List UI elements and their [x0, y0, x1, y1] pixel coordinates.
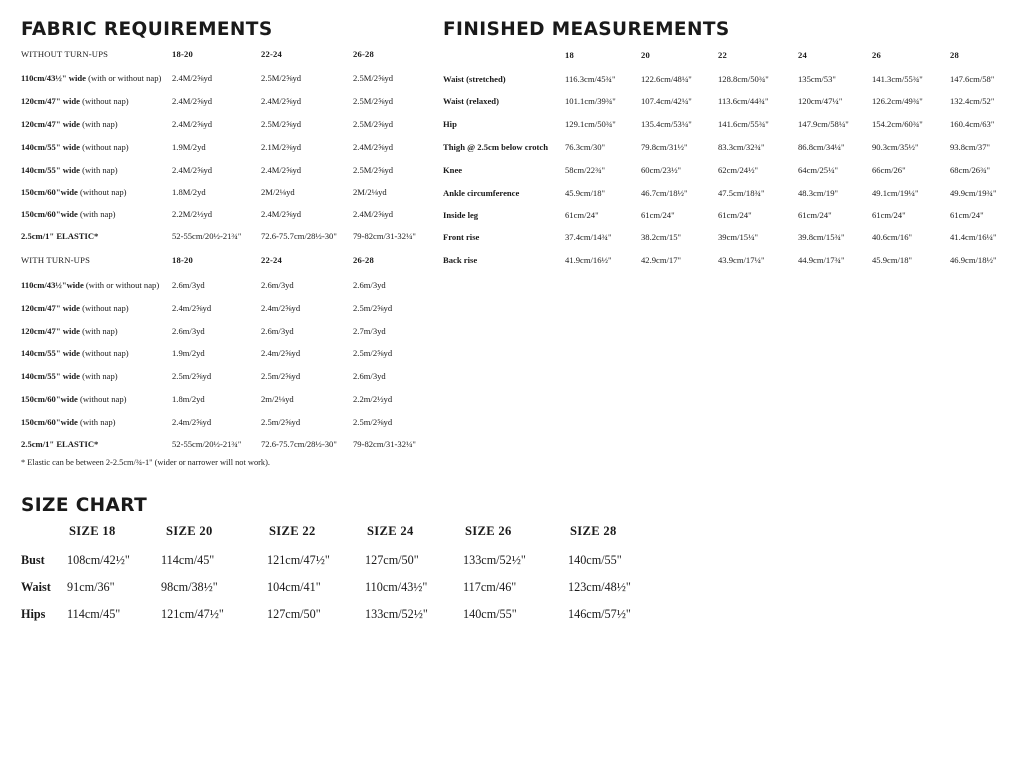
measurement-value-cell: 79.8cm/31½": [641, 142, 688, 152]
size-value-cell: 140cm/55": [463, 607, 517, 621]
measurement-value-cell: 49.9cm/19¾": [950, 188, 997, 198]
column-header-size-26-28: 26-28: [353, 49, 375, 59]
fabric-width-label: [21, 118, 118, 130]
measurement-value-cell: 76.3cm/30": [565, 142, 606, 152]
fabric-amount-cell: 2.4M/2⅝yd: [261, 165, 302, 175]
fabric-width-label: [21, 186, 127, 198]
fabric-width-label: [21, 325, 118, 337]
measurement-value-cell: 83.3cm/32¾": [718, 142, 765, 152]
fabric-width-value: 140cm/55" wide: [21, 371, 80, 381]
measurement-value-cell: 42.9cm/17": [641, 255, 682, 265]
fabric-amount-cell: 79-82cm/31-32¼": [353, 439, 416, 449]
fabric-width-value: 110cm/43½"wide: [21, 280, 84, 290]
fabric-amount-cell: 1.8M/2yd: [172, 187, 206, 197]
measurement-value-cell: 62cm/24½": [718, 165, 759, 175]
measurement-value-cell: 39.8cm/15¾": [798, 232, 845, 242]
size-value-cell: 114cm/45": [161, 553, 215, 567]
fabric-amount-cell: 1.9m/2yd: [172, 348, 205, 358]
fabric-width-label: [21, 393, 127, 405]
fabric-nap-note: (with or without nap): [83, 280, 160, 290]
measurement-value-cell: 141.6cm/55¾": [718, 119, 769, 129]
measurement-value-cell: 37.4cm/14¾": [565, 232, 612, 242]
fabric-amount-cell: 2.2m/2½yd: [353, 394, 393, 404]
size-column-header: SIZE 18: [69, 524, 116, 538]
fabric-amount-cell: 2.5M/2⅝yd: [261, 119, 302, 129]
fabric-width-label: [21, 72, 161, 84]
size-value-cell: 127cm/50": [267, 607, 321, 621]
fabric-nap-note: (without nap): [79, 348, 129, 358]
column-header-size-22-24: 22-24: [261, 255, 283, 265]
fabric-amount-cell: 2.5M/2⅝yd: [353, 73, 394, 83]
measurement-value-cell: 90.3cm/35½": [872, 142, 919, 152]
fabric-width-label: [21, 208, 116, 220]
fabric-amount-cell: 2.2M/2½yd: [172, 209, 213, 219]
size-column-header: SIZE 28: [570, 524, 617, 538]
fabric-width-value: 110cm/43½" wide: [21, 73, 86, 83]
measurement-value-cell: 141.3cm/55¾": [872, 74, 923, 84]
column-header-size: 18: [565, 50, 574, 60]
fabric-amount-cell: 2.1M/2⅜yd: [261, 142, 302, 152]
measurement-value-cell: 66cm/26": [872, 165, 906, 175]
measurement-value-cell: 147.9cm/58¼": [798, 119, 849, 129]
size-value-cell: 121cm/47½": [267, 553, 330, 567]
measurement-value-cell: 61cm/24": [950, 210, 984, 220]
measurement-value-cell: 129.1cm/50¾": [565, 119, 616, 129]
fabric-amount-cell: 2.7m/3yd: [353, 326, 386, 336]
measurement-value-cell: 122.6cm/48¼": [641, 74, 692, 84]
column-header-size-18-20: 18-20: [172, 255, 194, 265]
fabric-amount-cell: 2.5M/2⅝yd: [353, 119, 394, 129]
size-value-cell: 110cm/43½": [365, 580, 428, 594]
column-header-size: 22: [718, 50, 727, 60]
fabric-amount-cell: 2.5m/2⅝yd: [261, 371, 301, 381]
column-header-size-18-20: 18-20: [172, 49, 194, 59]
size-value-cell: 133cm/52½": [365, 607, 428, 621]
size-column-header: SIZE 20: [166, 524, 213, 538]
measurement-value-cell: 132.4cm/52": [950, 96, 995, 106]
fabric-amount-cell: 1.9M/2yd: [172, 142, 206, 152]
measurement-value-cell: 120cm/47¼": [798, 96, 843, 106]
size-chart-title: SIZE CHART: [21, 495, 148, 516]
measurement-label: Thigh @ 2.5cm below crotch: [443, 142, 548, 152]
measurement-value-cell: 49.1cm/19¼": [872, 188, 919, 198]
fabric-amount-cell: 79-82cm/31-32¼": [353, 231, 416, 241]
measurement-value-cell: 45.9cm/18": [872, 255, 913, 265]
fabric-amount-cell: 2M/2⅛yd: [353, 187, 387, 197]
fabric-width-label: [21, 416, 116, 428]
fabric-amount-cell: 72.6-75.7cm/28½-30": [261, 439, 337, 449]
column-header-size-22-24: 22-24: [261, 49, 283, 59]
fabric-width-label: [21, 164, 118, 176]
fabric-amount-cell: 2.4M/2⅝yd: [261, 209, 302, 219]
fabric-nap-note: (with nap): [79, 119, 118, 129]
fabric-nap-note: (with nap): [77, 209, 116, 219]
column-header-fabric: WITH TURN-UPS: [21, 255, 91, 265]
body-measure-label: Waist: [21, 580, 51, 594]
fabric-width-value: 120cm/47" wide: [21, 326, 80, 336]
fabric-width-value: 150cm/60"wide: [21, 394, 78, 404]
column-header-size-26-28: 26-28: [353, 255, 375, 265]
fabric-requirements-title: FABRIC REQUIREMENTS: [21, 19, 273, 40]
measurement-value-cell: 40.6cm/16": [872, 232, 913, 242]
fabric-amount-cell: 2.4M/2⅝yd: [261, 96, 302, 106]
measurement-value-cell: 43.9cm/17¼": [718, 255, 765, 265]
measurement-value-cell: 160.4cm/63": [950, 119, 995, 129]
measurement-value-cell: 126.2cm/49¾": [872, 96, 923, 106]
measurement-value-cell: 135.4cm/53¼": [641, 119, 692, 129]
fabric-amount-cell: 2.4M/2⅝yd: [353, 209, 394, 219]
fabric-width-label: [21, 347, 129, 359]
fabric-width-value: 150cm/60"wide: [21, 209, 78, 219]
fabric-width-label: [21, 302, 129, 314]
measurement-value-cell: 45.9cm/18": [565, 188, 606, 198]
measurement-value-cell: 154.2cm/60¾": [872, 119, 923, 129]
size-value-cell: 98cm/38½": [161, 580, 218, 594]
measurement-value-cell: 41.4cm/16¼": [950, 232, 997, 242]
fabric-width-value: 2.5cm/1" ELASTIC*: [21, 231, 99, 241]
fabric-amount-cell: 2.4M/2⅝yd: [172, 96, 213, 106]
fabric-amount-cell: 2.6m/3yd: [172, 326, 205, 336]
size-value-cell: 104cm/41": [267, 580, 321, 594]
fabric-amount-cell: 2.6m/3yd: [353, 280, 386, 290]
fabric-width-value: 150cm/60"wide: [21, 187, 78, 197]
fabric-amount-cell: 2.5m/2⅝yd: [353, 417, 393, 427]
measurement-value-cell: 38.2cm/15": [641, 232, 682, 242]
fabric-amount-cell: 2.4m/2⅝yd: [261, 348, 301, 358]
size-value-cell: 91cm/36": [67, 580, 115, 594]
measurement-value-cell: 61cm/24": [798, 210, 832, 220]
measurement-label: Knee: [443, 165, 463, 175]
measurement-label: Waist (stretched): [443, 74, 506, 84]
column-header-size: 26: [872, 50, 881, 60]
fabric-amount-cell: 1.8m/2yd: [172, 394, 205, 404]
fabric-amount-cell: 2.6m/3yd: [353, 371, 386, 381]
fabric-amount-cell: 2.6m/3yd: [261, 326, 294, 336]
fabric-amount-cell: 2.4m/2⅝yd: [261, 303, 301, 313]
fabric-amount-cell: 2.4m/2⅝yd: [172, 417, 212, 427]
measurement-value-cell: 41.9cm/16½": [565, 255, 612, 265]
elastic-footnote: * Elastic can be between 2-2.5cm/¾-1" (wider or narrower will not work).: [21, 458, 271, 467]
measurement-value-cell: 93.8cm/37": [950, 142, 991, 152]
measurement-label: Front rise: [443, 232, 480, 242]
measurement-label: Inside leg: [443, 210, 479, 220]
fabric-width-value: 120cm/47" wide: [21, 303, 80, 313]
fabric-amount-cell: 52-55cm/20½-21¾": [172, 231, 242, 241]
size-value-cell: 146cm/57½": [568, 607, 631, 621]
fabric-amount-cell: 2.5m/2⅝yd: [261, 417, 301, 427]
fabric-width-label: [21, 438, 98, 450]
column-header-size: 24: [798, 50, 807, 60]
column-header-fabric: WITHOUT TURN-UPS: [21, 49, 109, 59]
measurement-value-cell: 64cm/25¼": [798, 165, 839, 175]
fabric-amount-cell: 2.5m/2⅝yd: [353, 303, 393, 313]
fabric-width-value: 140cm/55" wide: [21, 348, 80, 358]
fabric-nap-note: (without nap): [79, 96, 129, 106]
fabric-width-label: [21, 230, 98, 242]
fabric-amount-cell: 2.4M/2⅝yd: [172, 119, 213, 129]
measurement-value-cell: 46.7cm/18½": [641, 188, 688, 198]
body-measure-label: Bust: [21, 553, 45, 567]
fabric-amount-cell: 52-55cm/20½-21¾": [172, 439, 242, 449]
fabric-amount-cell: 2.6m/3yd: [261, 280, 294, 290]
measurement-value-cell: 39cm/15¼": [718, 232, 759, 242]
measurement-value-cell: 86.8cm/34¼": [798, 142, 845, 152]
fabric-nap-note: (without nap): [77, 394, 127, 404]
measurement-value-cell: 61cm/24": [641, 210, 675, 220]
fabric-nap-note: (with or without nap): [85, 73, 162, 83]
measurement-value-cell: 48.3cm/19": [798, 188, 839, 198]
size-value-cell: 123cm/48½": [568, 580, 631, 594]
fabric-amount-cell: 2M/2⅛yd: [261, 187, 295, 197]
measurement-value-cell: 101.1cm/39¾": [565, 96, 616, 106]
fabric-amount-cell: 2.4M/2⅝yd: [172, 73, 213, 83]
fabric-amount-cell: 2.5M/2⅝yd: [261, 73, 302, 83]
fabric-width-label: [21, 95, 129, 107]
size-value-cell: 133cm/52½": [463, 553, 526, 567]
measurement-value-cell: 61cm/24": [718, 210, 752, 220]
fabric-amount-cell: 2.5m/2⅝yd: [172, 371, 212, 381]
fabric-nap-note: (without nap): [79, 142, 129, 152]
fabric-width-label: [21, 279, 159, 291]
measurement-value-cell: 61cm/24": [872, 210, 906, 220]
measurement-value-cell: 107.4cm/42¼": [641, 96, 692, 106]
fabric-amount-cell: 2m/2⅛yd: [261, 394, 294, 404]
column-header-size: 28: [950, 50, 959, 60]
body-measure-label: Hips: [21, 607, 46, 621]
measurement-value-cell: 47.5cm/18¾": [718, 188, 765, 198]
size-value-cell: 140cm/55": [568, 553, 622, 567]
measurement-value-cell: 44.9cm/17¾": [798, 255, 845, 265]
fabric-nap-note: (with nap): [77, 417, 116, 427]
measurement-value-cell: 68cm/26¾": [950, 165, 991, 175]
measurement-value-cell: 113.6cm/44¾": [718, 96, 769, 106]
fabric-width-value: 150cm/60"wide: [21, 417, 78, 427]
fabric-width-value: 2.5cm/1" ELASTIC*: [21, 439, 99, 449]
size-value-cell: 121cm/47½": [161, 607, 224, 621]
measurement-label: Back rise: [443, 255, 478, 265]
measurement-value-cell: 147.6cm/58": [950, 74, 995, 84]
fabric-nap-note: (with nap): [79, 326, 118, 336]
fabric-amount-cell: 72.6-75.7cm/28½-30": [261, 231, 337, 241]
measurement-label: Waist (relaxed): [443, 96, 499, 106]
measurement-value-cell: 135cm/53": [798, 74, 836, 84]
fabric-amount-cell: 2.4M/2⅝yd: [172, 165, 213, 175]
fabric-width-label: [21, 370, 118, 382]
measurement-value-cell: 116.3cm/45¾": [565, 74, 616, 84]
fabric-width-label: [21, 141, 129, 153]
size-column-header: SIZE 24: [367, 524, 414, 538]
finished-measurements-title: FINISHED MEASUREMENTS: [443, 19, 730, 40]
fabric-amount-cell: 2.5M/2⅝yd: [353, 96, 394, 106]
fabric-width-value: 140cm/55" wide: [21, 142, 80, 152]
measurement-value-cell: 46.9cm/18½": [950, 255, 997, 265]
measurement-value-cell: 128.8cm/50¾": [718, 74, 769, 84]
column-header-size: 20: [641, 50, 650, 60]
fabric-width-value: 120cm/47" wide: [21, 119, 80, 129]
fabric-amount-cell: 2.4M/2⅝yd: [353, 142, 394, 152]
fabric-amount-cell: 2.5M/2⅝yd: [353, 165, 394, 175]
fabric-nap-note: (with nap): [79, 165, 118, 175]
fabric-nap-note: (without nap): [79, 303, 129, 313]
measurement-label: Hip: [443, 119, 457, 129]
size-value-cell: 114cm/45": [67, 607, 121, 621]
size-column-header: SIZE 22: [269, 524, 316, 538]
size-column-header: SIZE 26: [465, 524, 512, 538]
fabric-width-value: 120cm/47" wide: [21, 96, 80, 106]
size-value-cell: 108cm/42½": [67, 553, 130, 567]
fabric-amount-cell: 2.4m/2⅝yd: [172, 303, 212, 313]
fabric-amount-cell: 2.5m/2⅝yd: [353, 348, 393, 358]
fabric-nap-note: (without nap): [77, 187, 127, 197]
size-value-cell: 127cm/50": [365, 553, 419, 567]
size-value-cell: 117cm/46": [463, 580, 517, 594]
measurement-value-cell: 60cm/23½": [641, 165, 682, 175]
fabric-width-value: 140cm/55" wide: [21, 165, 80, 175]
measurement-value-cell: 61cm/24": [565, 210, 599, 220]
fabric-amount-cell: 2.6m/3yd: [172, 280, 205, 290]
measurement-label: Ankle circumference: [443, 188, 520, 198]
measurement-value-cell: 58cm/22¾": [565, 165, 606, 175]
fabric-nap-note: (with nap): [79, 371, 118, 381]
